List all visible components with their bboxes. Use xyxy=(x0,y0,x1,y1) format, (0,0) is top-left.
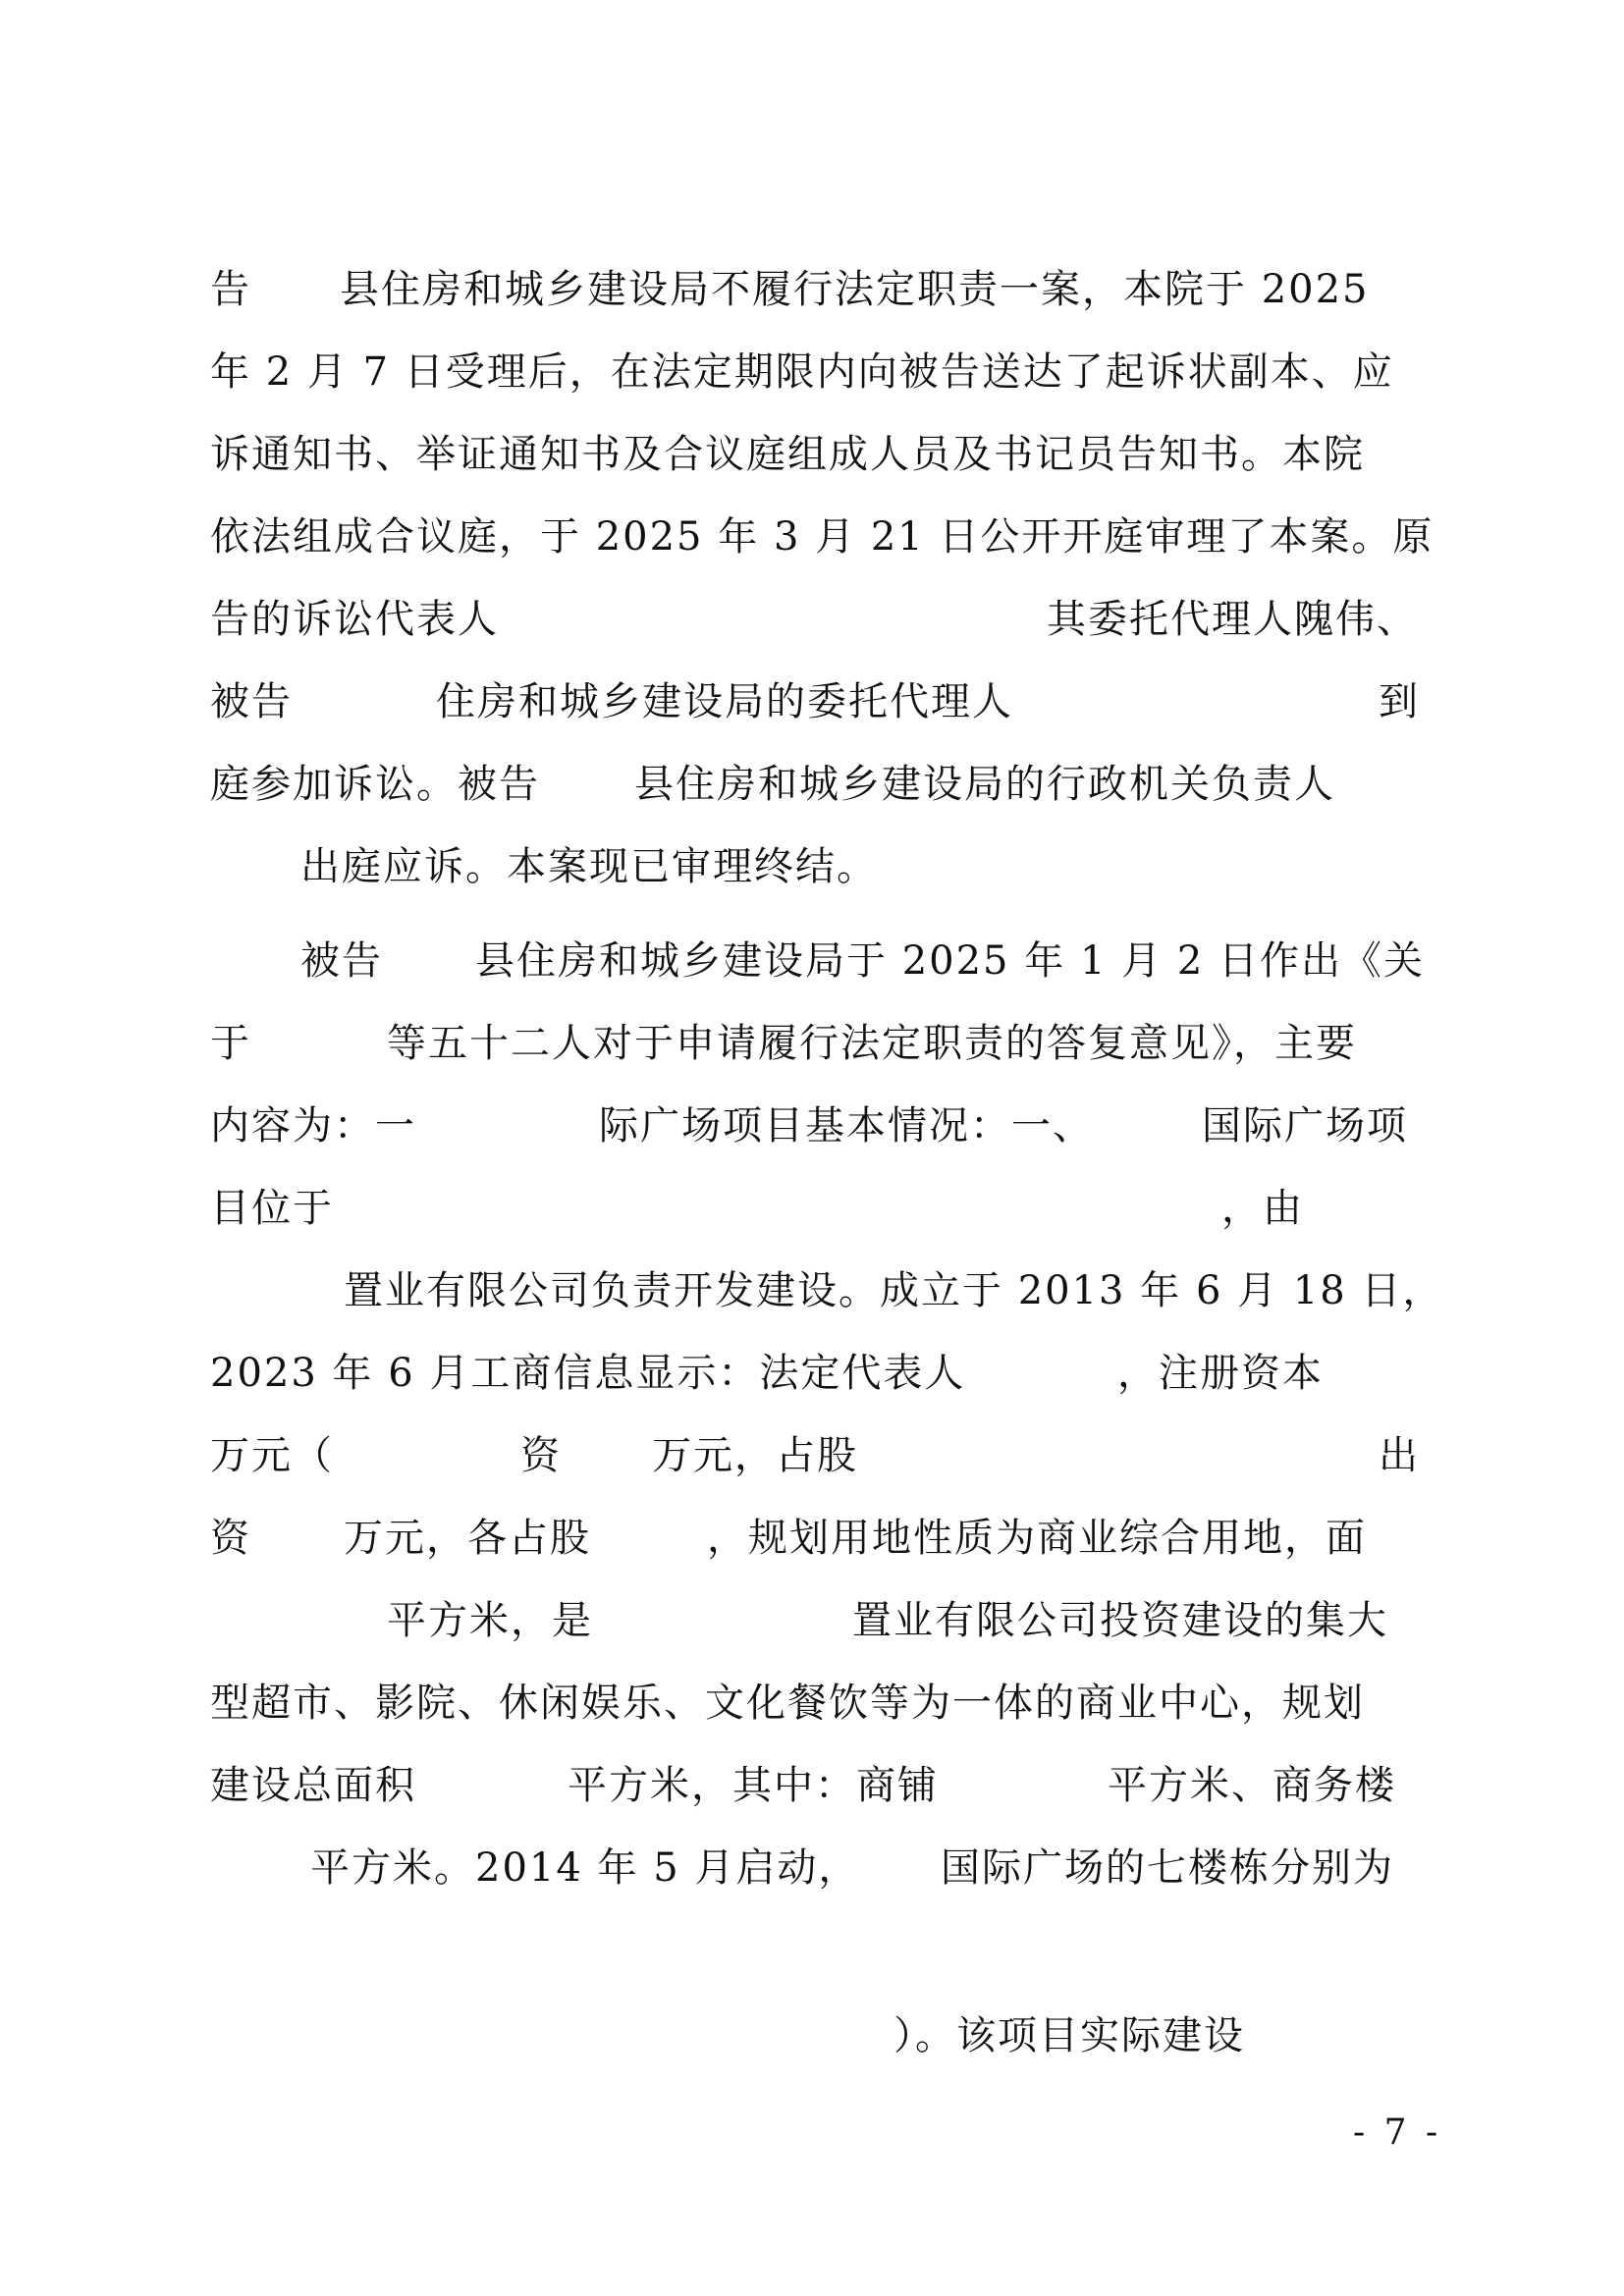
text-line xyxy=(0,1579,1624,1662)
text-segment: 2023 年 6 月工商信息显示：法定代表人 xyxy=(210,1351,966,1396)
text-line xyxy=(0,1995,1624,2077)
text-line xyxy=(0,248,1624,331)
text-line xyxy=(0,1002,1624,1085)
text-segment: 平方米，是 xyxy=(387,1598,593,1643)
text-line xyxy=(0,743,1624,826)
text-segment: 资 xyxy=(210,1516,251,1561)
text-segment: 住房和城乡建设局的委托代理人 xyxy=(436,679,1013,724)
text-line xyxy=(0,413,1624,496)
text-segment: 于 xyxy=(210,1021,251,1066)
text-segment: 县住房和城乡建设局的行政机关负责人 xyxy=(634,762,1335,807)
text-segment: ，规划用地性质为商业综合用地，面 xyxy=(707,1516,1367,1561)
text-segment: 内容为：一 xyxy=(210,1103,416,1148)
text-line xyxy=(0,1250,1624,1332)
text-line xyxy=(0,920,1624,1002)
page-number: - 7 - xyxy=(1353,2112,1442,2153)
text-segment: 国际广场项 xyxy=(1202,1103,1408,1148)
text-line xyxy=(0,1332,1624,1415)
text-line xyxy=(0,661,1624,743)
text-segment: 万元（ xyxy=(210,1433,334,1478)
text-segment: 万元，各占股 xyxy=(344,1516,591,1561)
text-line xyxy=(0,496,1624,578)
text-segment: 建设总面积 xyxy=(210,1763,416,1808)
text-segment: 被告 xyxy=(300,938,383,984)
text-segment: 平方米，其中：商铺 xyxy=(568,1763,939,1808)
text-segment: 等五十二人对于申请履行法定职责的答复意见》，主要 xyxy=(387,1021,1357,1066)
text-segment: 其委托代理人隗伟、 xyxy=(1047,597,1418,642)
text-line xyxy=(0,331,1624,413)
text-line xyxy=(0,1085,1624,1167)
text-segment: 目位于 xyxy=(210,1186,334,1231)
text-segment: 际广场项目基本情况：一、 xyxy=(599,1103,1094,1148)
text-segment: 平方米。2014 年 5 月启动， xyxy=(310,1845,860,1891)
text-segment: 平方米、商务楼 xyxy=(1108,1763,1396,1808)
text-segment: 型超市、影院、休闲娱乐、文化餐饮等为一体的商业中心，规划 xyxy=(210,1681,1365,1726)
text-line xyxy=(0,1827,1624,1909)
text-segment: 告的诉讼代表人 xyxy=(210,597,499,642)
text-segment: ）。该项目实际建设 xyxy=(893,2013,1245,2058)
text-segment: 出庭应诉。本案现已审理终结。 xyxy=(300,844,878,889)
text-segment: 诉通知书、举证通知书及合议庭组成人员及书记员告知书。本院 xyxy=(210,432,1365,477)
text-segment: 县住房和城乡建设局于 2025 年 1 月 2 日作出《关 xyxy=(475,938,1425,984)
text-segment: 年 2 月 7 日受理后，在法定期限内向被告送达了起诉状副本、应 xyxy=(210,349,1394,395)
text-line xyxy=(0,826,1624,908)
text-line xyxy=(0,1415,1624,1497)
text-segment: 万元，占股 xyxy=(652,1433,858,1478)
text-segment: 庭参加诉讼。被告 xyxy=(210,762,540,807)
text-line xyxy=(0,1167,1624,1250)
text-segment: 置业有限公司负责开发建设。成立于 2013 年 6 月 18 日， xyxy=(344,1268,1444,1313)
text-segment: ，注册资本 xyxy=(1117,1351,1324,1396)
text-segment: 国际广场的七楼栋分别为 xyxy=(941,1845,1394,1891)
text-line xyxy=(0,1744,1624,1827)
text-segment: 置业有限公司投资建设的集大 xyxy=(852,1598,1388,1643)
text-segment: 资 xyxy=(520,1433,562,1478)
text-line xyxy=(0,578,1624,661)
text-segment: 告 xyxy=(210,267,251,312)
text-line xyxy=(0,1662,1624,1744)
text-segment: 县住房和城乡建设局不履行法定职责一案，本院于 2025 xyxy=(340,267,1370,312)
text-segment: 出 xyxy=(1379,1433,1420,1478)
text-segment: ，由 xyxy=(1221,1186,1304,1231)
text-segment: 依法组成合议庭，于 2025 年 3 月 21 日公开开庭审理了本案。原 xyxy=(210,514,1435,560)
text-segment: 到 xyxy=(1379,679,1420,724)
text-segment: 被告 xyxy=(210,679,293,724)
text-line xyxy=(0,1497,1624,1579)
